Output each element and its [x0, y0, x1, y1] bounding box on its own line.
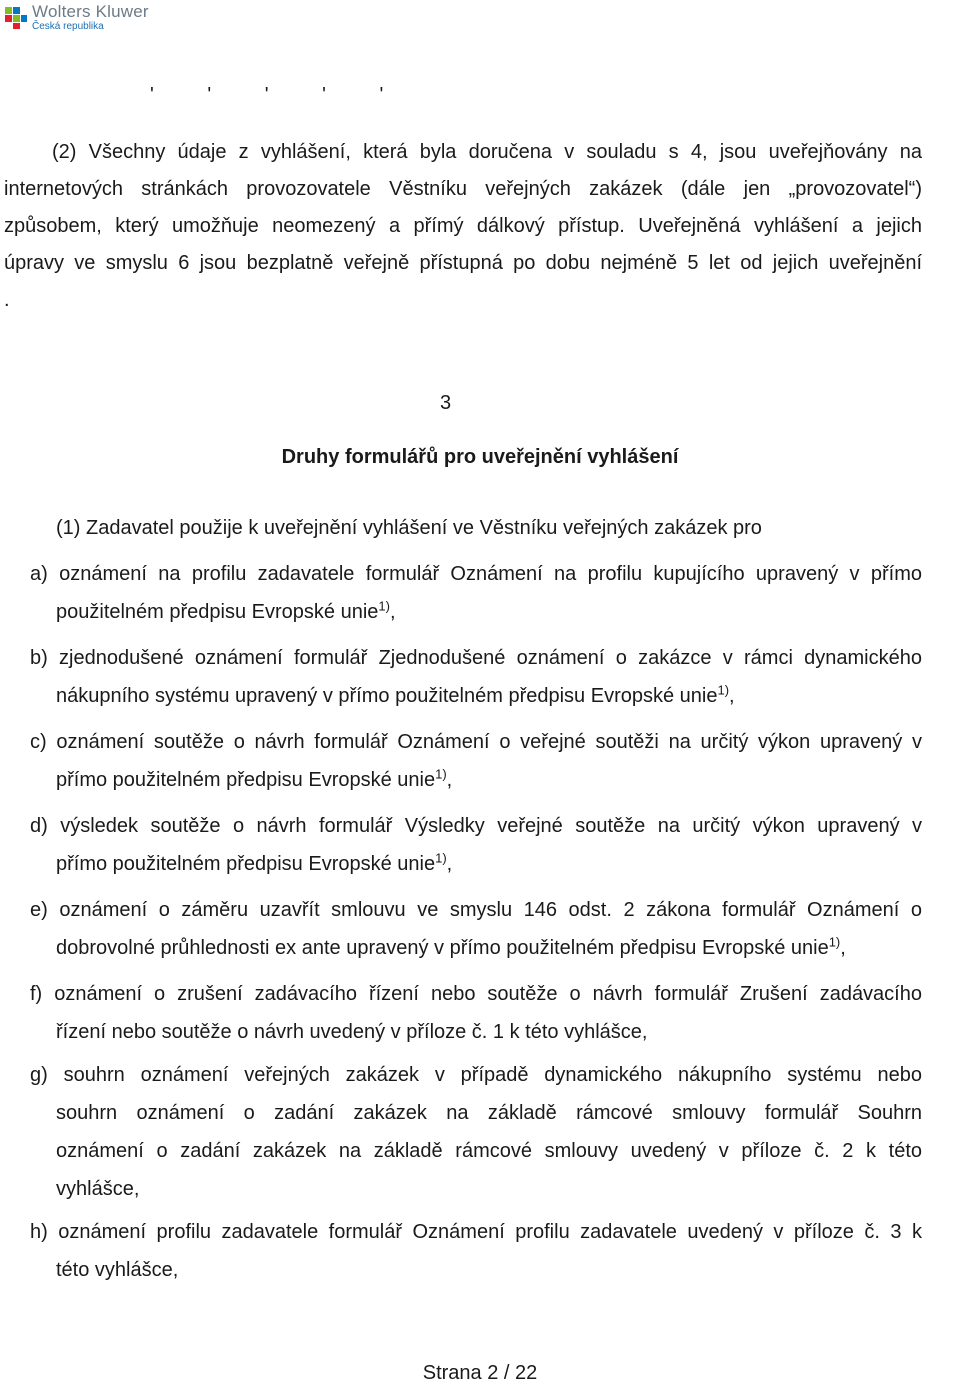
clipped-text-line: ' ' ' ' ': [150, 84, 408, 106]
list-item-a: [30, 555, 922, 631]
item-c-line-2: přímo použitelném předpisu Evropské unie$^{1)}$,: [56, 766, 453, 791]
item-g-line-4: vyhlášce,: [56, 1178, 140, 1200]
para2-line-4: úpravy ve smyslu 6 jsou bezplatně veřejně přístupná po dobu nejméně 5 let od jejich uveřejnění: [4, 252, 922, 274]
list-item-d: [30, 807, 922, 883]
page-number: Strana 2 / 22: [422, 1362, 538, 1384]
item-a-line-1: a) oznámení na profilu zadavatele formulář Oznámení na profilu kupujícího upravený v přímo: [30, 563, 922, 585]
item-d-line-2: přímo použitelném předpisu Evropské unie$^{1)}$,: [56, 850, 453, 875]
item-b-line-2: nákupního systému upravený v přímo použitelném předpisu Evropské unie$^{1)}$,: [56, 682, 735, 707]
brand-name: Wolters Kluwer: [32, 2, 149, 21]
list-item-b: [30, 639, 922, 715]
section-intro: (1) Zadavatel použije k uveřejnění vyhlášení ve Věstníku veřejných zakázek pro: [56, 517, 762, 539]
list-item-g: [30, 1056, 922, 1208]
brand-logo: [4, 3, 149, 32]
item-f-line-2: řízení nebo soutěže o návrh uvedený v příloze č. 1 k této vyhlášce,: [56, 1021, 648, 1043]
item-c-line-1: c) oznámení soutěže o návrh formulář Oznámení o veřejné soutěži na určitý výkon upravený v: [30, 731, 922, 753]
item-g-line-2: souhrn oznámení o zadání zakázek na základě rámcové smlouvy formulář Souhrn: [56, 1102, 922, 1124]
item-d-line-1: d) výsledek soutěže o návrh formulář Výsledky veřejné soutěže na určitý výkon upravený v: [30, 815, 922, 837]
list-item-f: [30, 975, 922, 1051]
wolters-kluwer-logo-icon: [4, 6, 28, 30]
item-a-line-2: použitelném předpisu Evropské unie$^{1)}$,: [56, 598, 396, 623]
para2-line-5: .: [4, 289, 10, 311]
brand-subtitle: Česká republika: [32, 21, 104, 32]
item-g-line-1: g) souhrn oznámení veřejných zakázek v případě dynamického nákupního systému nebo: [30, 1064, 922, 1086]
item-b-line-1: b) zjednodušené oznámení formulář Zjednodušené oznámení o zakázce v rámci dynamického: [30, 647, 922, 669]
list-item-c: [30, 723, 922, 799]
item-e-line-2: dobrovolné průhlednosti ex ante upravený v přímo použitelném předpisu Evropské unie$^{1)}$,: [56, 934, 846, 959]
item-e-line-1: e) oznámení o záměru uzavřít smlouvu ve smyslu 146 odst. 2 zákona formulář Oznámení o: [30, 899, 922, 921]
item-g-line-3: oznámení o zadání zakázek na základě rámcové smlouvy uvedený v příloze č. 2 k této: [56, 1140, 922, 1162]
item-h-line-1: h) oznámení profilu zadavatele formulář Oznámení profilu zadavatele uvedený v příloze č. 3 k: [30, 1221, 922, 1243]
para2-line-2: internetových stránkách provozovatele Věstníku veřejných zakázek (dále jen „provozovatel“): [4, 178, 922, 200]
list-item-h: [30, 1213, 922, 1289]
para2-line-1: (2) Všechny údaje z vyhlášení, která byla doručena v souladu s 4, jsou uveřejňovány na: [52, 141, 922, 163]
list-item-e: [30, 891, 922, 967]
item-h-line-2: této vyhlášce,: [56, 1259, 179, 1281]
item-f-line-1: f) oznámení o zrušení zadávacího řízení nebo soutěže o návrh formulář Zrušení zadávacího: [30, 983, 922, 1005]
para2-line-3: způsobem, který umožňuje neomezený a přímý dálkový přístup. Uveřejněná vyhlášení a jejich: [4, 215, 922, 237]
section-title: Druhy formulářů pro uveřejnění vyhlášení: [281, 446, 679, 468]
section-number: 3: [440, 392, 452, 414]
